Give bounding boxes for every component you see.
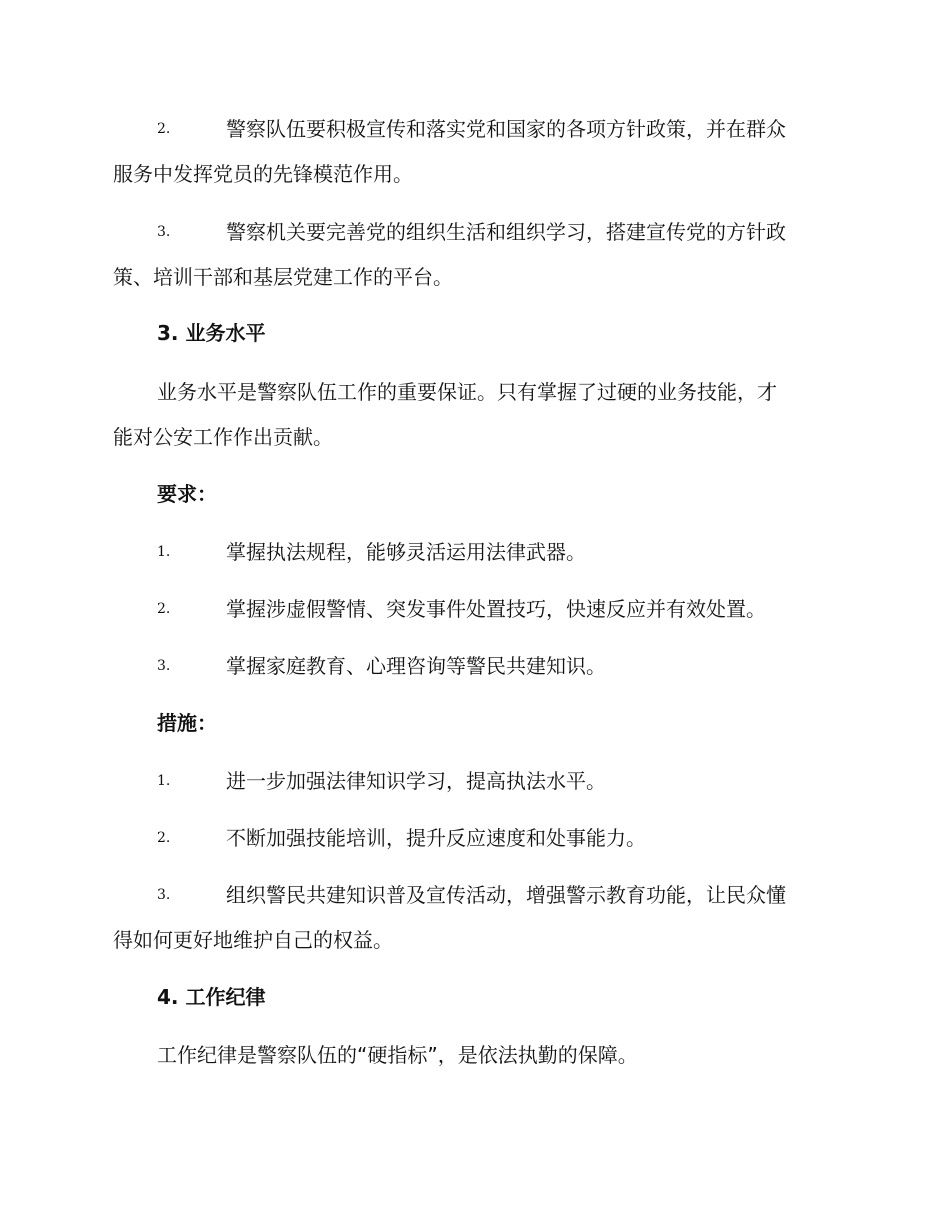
section-heading-work-discipline: 4. 工作纪律 [157,985,266,1009]
list-number: 1. [157,773,171,789]
list-item-text: 组织警民共建知识普及宣传活动，增强警示教育功能，让民众懂 [226,883,786,907]
list-number: 2. [157,830,171,846]
list-number: 2. [157,121,171,137]
list-item-text: 不断加强技能培训，提升反应速度和处事能力。 [226,826,646,850]
requirements-label: 要求： [157,482,217,506]
list-item-text: 掌握执法规程，能够灵活运用法律武器。 [226,540,586,564]
list-item-continuation: 服务中发挥党员的先锋模范作用。 [113,162,413,186]
list-number: 3. [157,887,171,903]
measures-label: 措施： [157,711,217,735]
list-item-text: 进一步加强法律知识学习，提高执法水平。 [226,769,606,793]
list-item-text: 警察队伍要积极宣传和落实党和国家的各项方针政策，并在群众 [226,117,786,141]
list-item-text: 掌握涉虚假警情、突发事件处置技巧，快速反应并有效处置。 [226,597,766,621]
list-number: 1. [157,544,171,560]
paragraph-line: 能对公安工作作出贡献。 [113,425,333,449]
list-item-text: 掌握家庭教育、心理咨询等警民共建知识。 [226,654,606,678]
list-number: 3. [157,224,171,240]
paragraph-line: 业务水平是警察队伍工作的重要保证。只有掌握了过硬的业务技能，才 [157,380,777,404]
list-item-continuation: 得如何更好地维护自己的权益。 [113,928,393,952]
list-item-text: 警察机关要完善党的组织生活和组织学习，搭建宣传党的方针政 [226,220,786,244]
section-heading-business-level: 3. 业务水平 [157,321,266,345]
paragraph-line: 工作纪律是警察队伍的“硬指标”，是依法执勤的保障。 [157,1043,638,1067]
list-item-continuation: 策、培训干部和基层党建工作的平台。 [113,265,453,289]
list-number: 3. [157,658,171,674]
list-number: 2. [157,601,171,617]
